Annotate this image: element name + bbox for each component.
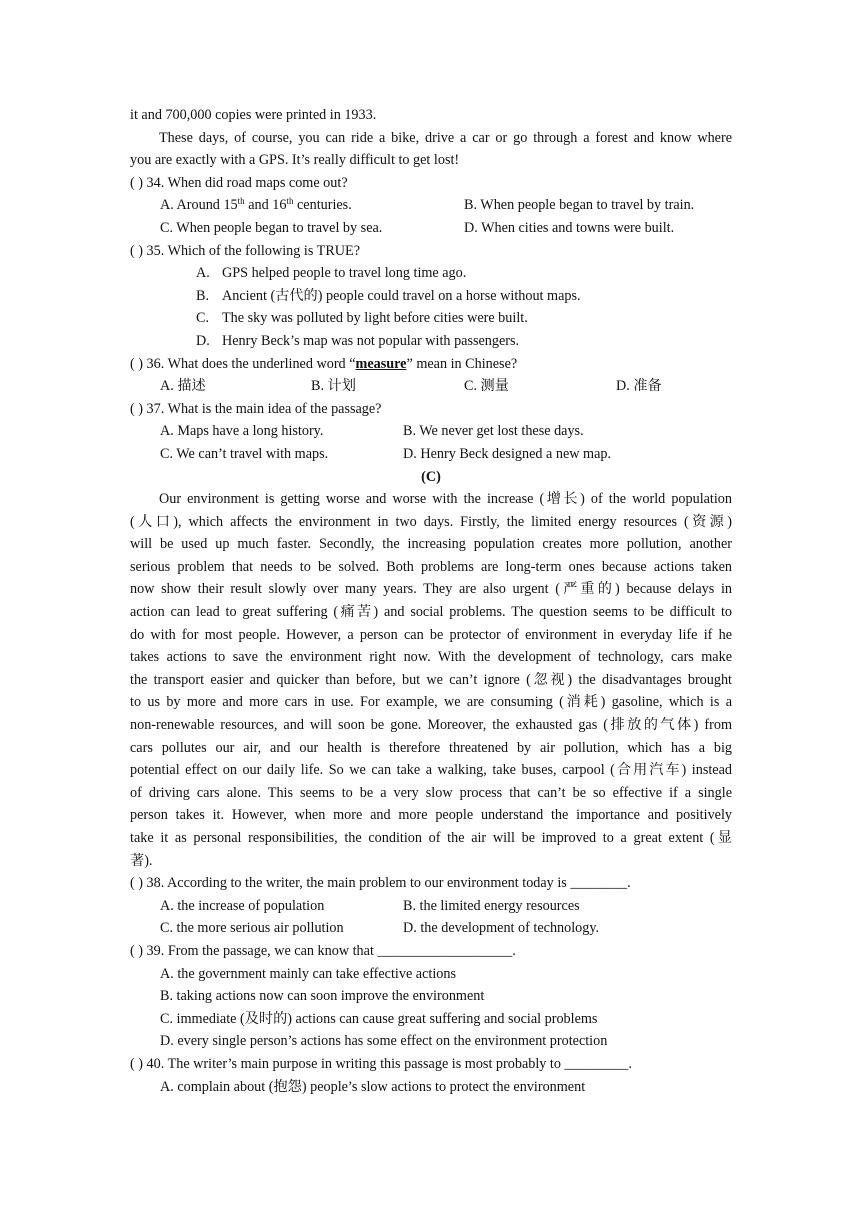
passage-c-line: the transport easier and quicker than before, but we can’t ignore (忽视) the disadvantages brought xyxy=(130,671,732,688)
question-37-option-a: A. Maps have a long history. xyxy=(160,423,324,440)
question-38-options-row-2 xyxy=(130,917,732,940)
underlined-word: measure xyxy=(355,355,407,372)
question-34-options-row-1 xyxy=(130,194,732,217)
question-38-options-row-1 xyxy=(130,895,732,918)
question-37-option-d: D. Henry Beck designed a new map. xyxy=(403,445,612,462)
passage-c-line: will be used up much faster. Secondly, the increasing population creates more pollution, another xyxy=(130,536,732,553)
question-40-option-a: A. complain about (抱怨) people’s slow actions to protect the environment xyxy=(160,1078,586,1095)
question-38-stem: ( ) 38. According to the writer, the main problem to our environment today is ________. xyxy=(130,875,631,892)
passage-c-line: action can lead to great suffering (痛苦) and social problems. The question seems to be difficult to xyxy=(130,604,732,621)
passage-c-line: 著). xyxy=(130,852,153,869)
question-35-option-b: B. Ancient (古代的) people could travel on a horse without maps. xyxy=(196,287,581,304)
question-36-option-c: C. 测量 xyxy=(464,378,509,395)
question-36-option-b: B. 计划 xyxy=(311,378,356,395)
passage-c-line: person takes it. However, when more and more people understand the importance and positively xyxy=(130,807,732,824)
question-37-option-b: B. We never get lost these days. xyxy=(403,423,584,440)
question-38-option-b: B. the limited energy resources xyxy=(403,897,580,914)
question-39-option-c: C. immediate (及时的) actions can cause great suffering and social problems xyxy=(160,1010,598,1027)
passage-c-line: Our environment is getting worse and worse with the increase (增长) of the world population xyxy=(159,491,732,508)
question-36-option-a: A. 描述 xyxy=(160,378,206,395)
question-34-option-d: D. When cities and towns were built. xyxy=(464,219,675,236)
passage-c-line: of driving cars alone. This seems to be a very slow process that can’t be so effective if a single xyxy=(130,784,732,801)
passage-b-paragraph-line: These days, of course, you can ride a bike, drive a car or go through a forest and know where xyxy=(159,129,732,146)
question-34-stem: ( ) 34. When did road maps come out? xyxy=(130,174,348,191)
passage-c-line: potential effect on our daily life. So we can take a walking, take buses, carpool (合用汽车) instead xyxy=(130,762,732,779)
passage-c-line: cars pollutes our air, and our health is therefore threatened by air pollution, which has a big xyxy=(130,739,732,756)
question-39-stem: ( ) 39. From the passage, we can know that ___________________. xyxy=(130,942,516,959)
question-39-option-b: B. taking actions now can soon improve the environment xyxy=(160,988,485,1005)
passage-b-paragraph-line: you are exactly with a GPS. It’s really difficult to get lost! xyxy=(130,152,460,169)
passage-c-line: to us by more and more cars in use. For example, we are consuming (消耗) gasoline, which is a xyxy=(130,694,732,711)
question-34-option-c: C. When people began to travel by sea. xyxy=(160,219,383,236)
question-40-stem: ( ) 40. The writer’s main purpose in writing this passage is most probably to _________. xyxy=(130,1055,632,1072)
passage-c-line: serious problem that needs to be solved. Both problems are long-term ones because actions taken xyxy=(130,558,732,575)
question-36-stem: ( ) 36. What does the underlined word “measure” mean in Chinese? xyxy=(130,355,518,372)
question-36-option-d: D. 准备 xyxy=(616,378,662,395)
passage-c-line: (人口), which affects the environment in two days. Firstly, the limited energy resources (资源) xyxy=(130,513,732,530)
question-37-stem: ( ) 37. What is the main idea of the passage? xyxy=(130,400,382,417)
passage-c-line: takes actions to save the environment right now. With the development of technology, cars make xyxy=(130,649,732,666)
passage-c-line: take it as personal responsibilities, the condition of the air will be improved to a great extent (显 xyxy=(130,830,732,846)
question-37-option-c: C. We can’t travel with maps. xyxy=(160,445,329,462)
question-38-option-a: A. the increase of population xyxy=(160,897,325,914)
question-34-options-row-2 xyxy=(130,217,732,240)
worksheet-page xyxy=(130,104,732,1098)
question-35-stem: ( ) 35. Which of the following is TRUE? xyxy=(130,242,360,259)
question-34-option-a: A. Around 15th and 16th centuries. xyxy=(160,196,352,214)
passage-b-tail: it and 700,000 copies were printed in 1933. xyxy=(130,107,377,123)
question-38-option-d: D. the development of technology. xyxy=(403,920,600,937)
question-35-option-c: C. The sky was polluted by light before cities were built. xyxy=(196,310,528,327)
passage-c-line: now show their result slowly over many years. They are also urgent (严重的) because delays in xyxy=(130,581,732,598)
passage-c-line: non-renewable resources, and will soon be gone. Moreover, the exhausted gas (排放的气体) from xyxy=(130,717,732,734)
question-37-options-row-2 xyxy=(130,443,732,466)
question-34-option-b: B. When people began to travel by train. xyxy=(464,197,695,214)
question-39-option-d: D. every single person’s actions has some effect on the environment protection xyxy=(160,1033,608,1050)
question-35-option-d: D. Henry Beck’s map was not popular with passengers. xyxy=(196,332,520,349)
question-39-option-a: A. the government mainly can take effective actions xyxy=(160,965,456,982)
section-c-heading: (C) xyxy=(421,468,441,485)
question-37-options-row-1 xyxy=(130,420,732,443)
passage-c-line: do with for most people. However, a person can be protector of environment in everyday life if he xyxy=(130,626,732,643)
question-35-option-a: A. GPS helped people to travel long time ago. xyxy=(196,265,467,282)
question-38-option-c: C. the more serious air pollution xyxy=(160,920,344,937)
question-36-options-row xyxy=(130,375,732,398)
